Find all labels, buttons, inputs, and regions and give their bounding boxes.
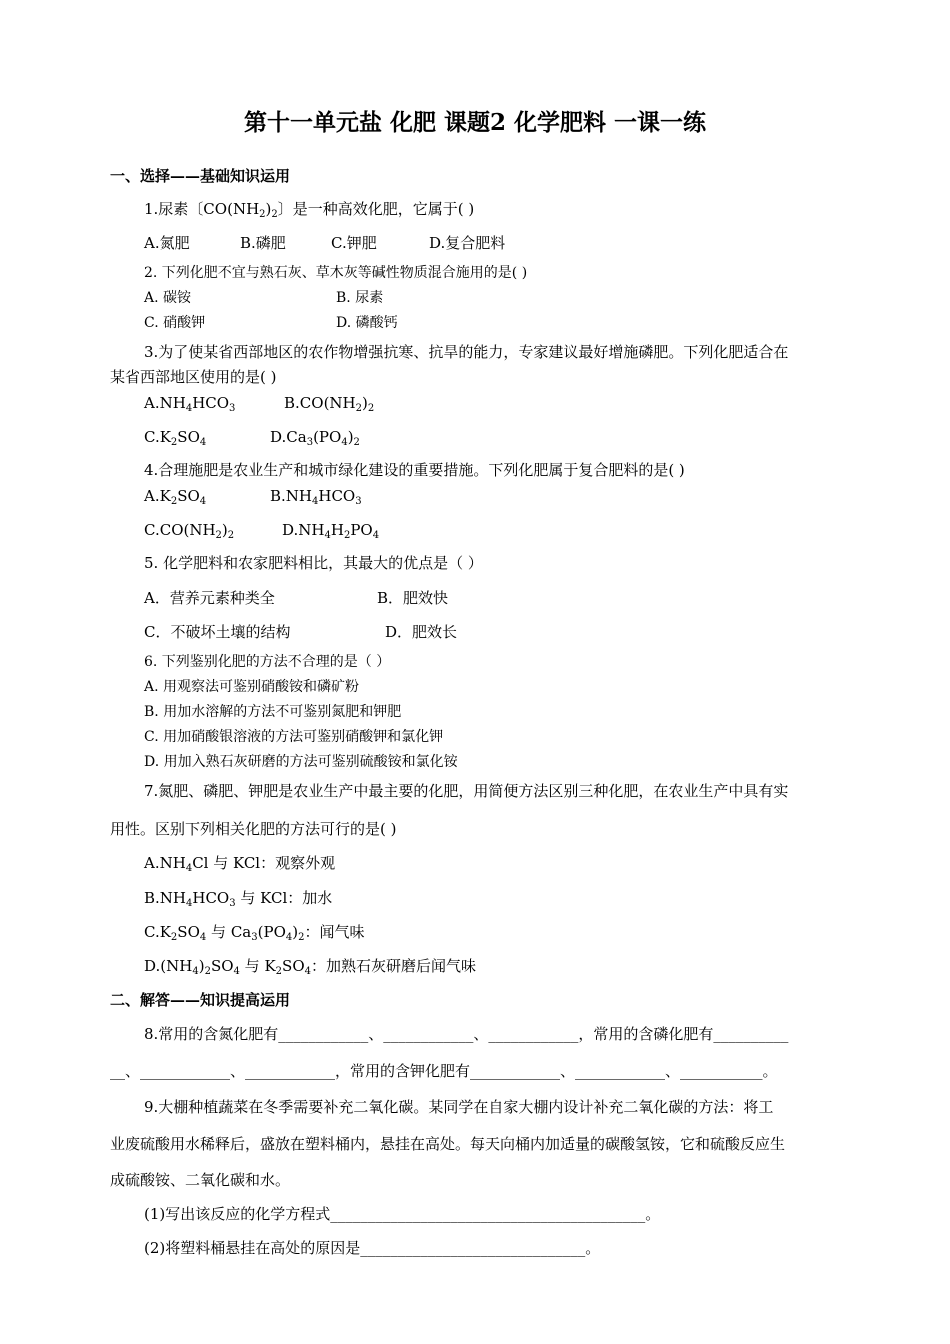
question-5-options-row1 <box>144 588 448 608</box>
q4-option-a: $A.K_2SO_4$ <box>144 487 207 507</box>
q7-option-c: $C.K_2SO_4$ 与 $Ca_3(PO_4)_2$：闻气味 <box>144 923 365 943</box>
q4-option-d: $D.NH_4H_2PO_4$ <box>282 521 380 541</box>
q2-option-c: C. 硝酸钾 <box>144 315 206 331</box>
q7-option-a-method: ：观察外观 <box>260 854 336 872</box>
section-heading-answer: 二、解答——知识提高运用 <box>110 991 291 1009</box>
q3-option-d: $D.Ca_3(PO_4)_2$ <box>270 428 360 448</box>
q1-subscript: 2 <box>259 209 266 220</box>
question-4-options-row1 <box>144 486 362 506</box>
question-7-stem-line2: 用性。区别下列相关化肥的方法可行的是( ) <box>110 820 397 838</box>
question-4-options-row2 <box>144 520 379 540</box>
q5-option-c: C．不破坏土壤的结构 <box>144 623 291 641</box>
q2-option-a: A. 碳铵 <box>144 290 192 306</box>
q7-option-c-method: ：闻气味 <box>304 923 365 941</box>
question-5-options-row2 <box>144 622 457 642</box>
q3-option-c: $C.K_2SO_4$ <box>144 428 207 448</box>
q5-option-a: A．营养元素种类全 <box>144 589 275 607</box>
question-9-sub2: (2)将塑料桶悬挂在高处的原因是______________________________。 <box>144 1239 601 1257</box>
q4-option-c: $C.CO(NH_2)_2$ <box>144 521 235 541</box>
question-1-stem <box>144 199 474 219</box>
q1-stem-part: 〕是一种高效化肥，它属于( ) <box>277 200 475 218</box>
section-heading-choice: 一、选择——基础知识运用 <box>110 167 291 185</box>
q6-option-b: B. 用加水溶解的方法不可鉴别氮肥和钾肥 <box>144 704 402 720</box>
q1-option-b: B.磷肥 <box>240 234 286 252</box>
q1-option-a: A.氮肥 <box>144 234 190 252</box>
question-1-options <box>144 233 505 253</box>
q6-option-a: A. 用观察法可鉴别硝酸铵和磷矿粉 <box>144 679 360 695</box>
q3-option-a: $A.NH_4HCO_3$ <box>144 394 236 414</box>
question-9-line1: 9.大棚种植蔬菜在冬季需要补充二氧化碳。某同学在自家大棚内设计补充二氧化碳的方法：将工 <box>144 1098 774 1116</box>
q5-option-d: D．肥效长 <box>385 623 458 641</box>
question-7-stem-line1: 7.氮肥、磷肥、钾肥是农业生产中最主要的化肥，用简便方法区别三种化肥，在农业生产中具有实 <box>144 782 789 800</box>
q7-connector: 与 <box>244 957 260 975</box>
q5-option-b: B．肥效快 <box>377 589 449 607</box>
q1-option-c: C.钾肥 <box>331 234 377 252</box>
q6-option-c: C. 用加硝酸银溶液的方法可鉴别硝酸钾和氯化钾 <box>144 729 444 745</box>
question-8-line1: 8.常用的含氮化肥有____________、____________、____________，常用的含磷化肥有__________ <box>144 1025 789 1043</box>
question-3-options-row2 <box>144 427 360 447</box>
q7-option-b: $B.NH_4HCO_3$ 与 KCl：加水 <box>144 889 333 909</box>
q2-option-d: D. 磷酸钙 <box>336 315 398 331</box>
q1-subscript: 2 <box>271 209 278 220</box>
question-3-stem-line1: 3.为了使某省西部地区的农作物增强抗寒、抗旱的能力，专家建议最好增施磷肥。下列化肥适合在 <box>144 343 789 361</box>
question-2-stem: 2. 下列化肥不宜与熟石灰、草木灰等碱性物质混合施用的是( ) <box>144 265 528 281</box>
question-9-line3: 成硫酸铵、二氧化碳和水。 <box>110 1171 291 1189</box>
q2-option-b: B. 尿素 <box>336 290 384 306</box>
q7-connector: 与 <box>213 854 229 872</box>
q7-option-d-method: ：加熟石灰研磨后闻气味 <box>311 957 477 975</box>
question-6-stem: 6. 下列鉴别化肥的方法不合理的是（ ） <box>144 654 391 670</box>
q3-option-b: $B.CO(NH_2)_2$ <box>284 394 375 414</box>
q7-option-a: $A.NH_4Cl$ 与 KCl：观察外观 <box>144 854 336 874</box>
q1-stem-part: 1.尿素〔CO(NH <box>144 200 260 218</box>
q4-option-b: $B.NH_4HCO_3$ <box>270 487 362 507</box>
question-3-stem-line2: 某省西部地区使用的是( ) <box>110 368 277 386</box>
question-9-sub1: (1)写出该反应的化学方程式__________________________________________。 <box>144 1205 661 1223</box>
question-3-options-row1 <box>144 393 374 413</box>
q7-option-b-method: ：加水 <box>287 889 333 907</box>
question-4-stem: 4.合理施肥是农业生产和城市绿化建设的重要措施。下列化肥属于复合肥料的是( ) <box>144 461 685 479</box>
question-2-options-row1 <box>144 288 383 308</box>
question-8-line2: __、____________、____________，常用的含钾化肥有____________、____________、___________。 <box>110 1062 778 1080</box>
q6-option-d: D. 用加入熟石灰研磨的方法可鉴别硫酸铵和氯化铵 <box>144 754 458 770</box>
q7-connector: 与 <box>211 923 227 941</box>
q1-option-d: D.复合肥料 <box>429 234 506 252</box>
page-title: 第十一单元盐 化肥 课题2 化学肥料 一课一练 <box>243 109 707 136</box>
question-2-options-row2 <box>144 313 398 333</box>
q1-stem-part: ) <box>265 200 272 218</box>
question-9-line2: 业废硫酸用水稀释后，盛放在塑料桶内，悬挂在高处。每天向桶内加适量的碳酸氢铵，它和硫酸反应生 <box>110 1135 786 1153</box>
question-5-stem: 5. 化学肥料和农家肥料相比，其最大的优点是（ ） <box>144 554 483 572</box>
q7-connector: 与 <box>240 889 256 907</box>
q7-option-d: $D.(NH_4)_2SO_4$ 与 $K_2SO_4$：加熟石灰研磨后闻气味 <box>144 957 477 977</box>
